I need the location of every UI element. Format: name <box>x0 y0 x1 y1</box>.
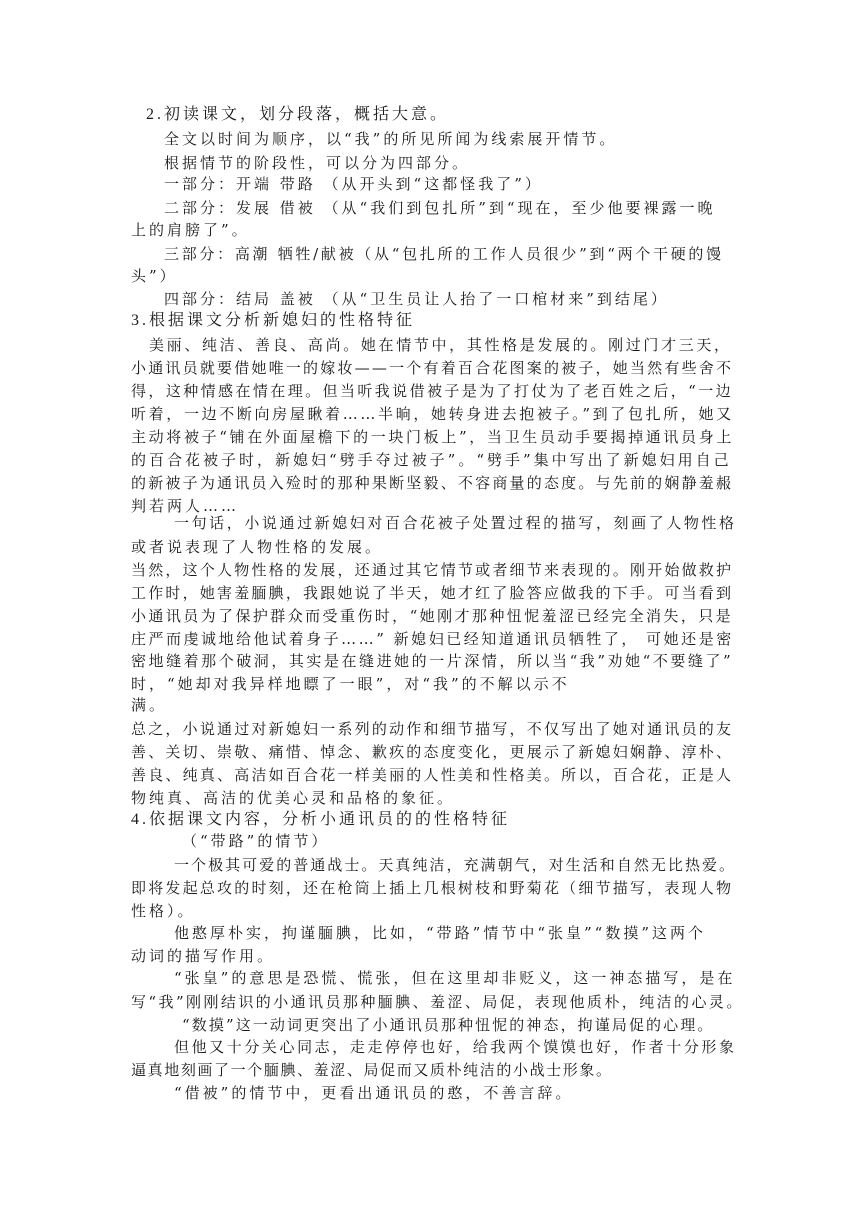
text-line: 满。 <box>131 696 168 714</box>
heading-3: 3.根据课文分析新媳妇的性格特征 <box>131 312 416 329</box>
text-line: 四部分：结局 盖被 （从“卫生员让人抬了一口棺材来”到结尾） <box>164 290 669 308</box>
text-line: 或者说表现了人物性格的发展。 <box>131 538 384 556</box>
text-line: 头”） <box>131 267 178 285</box>
text-line: 二部分：发展 借被 （从“我们到包扎所”到“现在，至少他要裸露一晚 <box>164 199 716 217</box>
text-line: “张皇”的意思是恐慌、慌张，但在这里却非贬义，这一神态描写，是在 <box>174 969 736 987</box>
text-line: 写“我”刚刚结识的小通讯员那种腼腆、羞涩、局促，表现他质朴，纯洁的心灵。 <box>131 993 744 1011</box>
heading-4: 4.依据课文内容，分析小通讯员的的性格特征 <box>131 811 511 828</box>
text-line: 三部分：高潮 牺牲/献被（从“包扎所的工作人员很少”到“两个干硬的馒 <box>164 245 724 263</box>
text-line: 得，这种情感在情在理。但当听我说借被子是为了打仗为了老百姓之后，“一边 <box>131 382 734 400</box>
text-line: 物纯真、高洁的优美心灵和品格的象征。 <box>131 789 456 807</box>
text-line: 听着，一边不断向房屋瞅着……半晌，她转身进去抱被子。”到了包扎所，她又 <box>131 405 734 423</box>
text-line: 他憨厚朴实，拘谨腼腆，比如，“带路”情节中“张皇”“数摸”这两个 <box>174 924 707 942</box>
text-line: 但他又十分关心同志，走走停停也好，给我两个馍馍也好，作者十分形象 <box>174 1038 737 1056</box>
text-line: “数摸”这一动词更突出了小通讯员那种忸怩的神态，拘谨局促的心理。 <box>182 1016 715 1034</box>
text-line: 逼真地刻画了一个腼腆、羞涩、局促而又质朴纯洁的小战士形象。 <box>131 1061 613 1079</box>
text-line: 动词的描写作用。 <box>131 947 276 965</box>
text-line: 密地缝着那个破洞，其实是在缝进她的一片深情，所以当“我”劝她“不要缝了” <box>131 652 734 670</box>
text-line: （“带路”的情节） <box>182 832 330 850</box>
text-line: “借被”的情节中，更看出通讯员的憨，不善言辞。 <box>174 1084 574 1102</box>
text-line: 上的肩膀了”。 <box>131 221 250 239</box>
text-line: 的百合花被子时，新媳妇“劈手夺过被子”。“劈手”集中写出了新媳妇用自己 <box>131 451 732 469</box>
text-line: 善良、纯真、高洁如百合花一样美丽的人性美和性格美。所以，百合花，正是人 <box>131 766 734 784</box>
text-line: 一个极其可爱的普通战士。天真纯洁，充满朝气，对生活和自然无比热爱。 <box>174 856 737 874</box>
text-line: 性格）。 <box>131 902 196 920</box>
text-line: 总之，小说通过对新媳妇一系列的动作和细节描写，不仅写出了她对通讯员的友 <box>131 720 734 738</box>
text-line: 善、关切、崇敬、痛惜、悼念、歉疚的态度变化，更展示了新媳妇娴静、淳朴、 <box>131 743 734 761</box>
text-line: 全文以时间为顺序，以“我”的所见所闻为线索展开情节。 <box>164 130 618 148</box>
text-line: 即将发起总攻的时刻，还在枪筒上插上几根树枝和野菊花（细节描写，表现人物 <box>131 879 734 897</box>
text-line: 美丽、纯洁、善良、高尚。她在情节中，其性格是发展的。刚过门才三天， <box>149 336 732 354</box>
text-line: 小通讯员为了保护群众而受重伤时，“她刚才那种忸怩羞涩已经完全消失，只是 <box>131 607 734 625</box>
heading-2: 2.初读课文，划分段落，概括大意。 <box>146 106 450 123</box>
text-line: 一句话，小说通过新媳妇对百合花被子处置过程的描写，刻画了人物性格 <box>174 514 737 532</box>
text-line: 判若两人…… <box>131 497 240 515</box>
text-line: 庄严而虔诚地给他试着身子……” 新媳妇已经知道通讯员牺牲了， 可她还是密 <box>131 630 734 648</box>
text-line: 主动将被子“铺在外面屋檐下的一块门板上”，当卫生员动手要揭掉通讯员身上 <box>131 428 734 446</box>
text-line: 当然，这个人物性格的发展，还通过其它情节或者细节来表现的。刚开始做救护 <box>131 561 734 579</box>
text-line: 一部分：开端 带路 （从开头到“这都怪我了”） <box>164 175 543 193</box>
text-line: 工作时，她害羞腼腆，我跟她说了半天，她才红了脸答应做我的下手。可当看到 <box>131 584 734 602</box>
text-line: 小通讯员就要借她唯一的嫁妆——一个有着百合花图案的被子，她当然有些舍不 <box>131 359 734 377</box>
text-line: 根据情节的阶段性，可以分为四部分。 <box>164 154 471 172</box>
text-line: 时，“她却对我异样地瞟了一眼”，对“我”的不解以示不 <box>131 675 570 693</box>
text-line: 的新被子为通讯员入殓时的那种果断坚毅、不容商量的态度。与先前的娴静羞赧 <box>131 474 734 492</box>
